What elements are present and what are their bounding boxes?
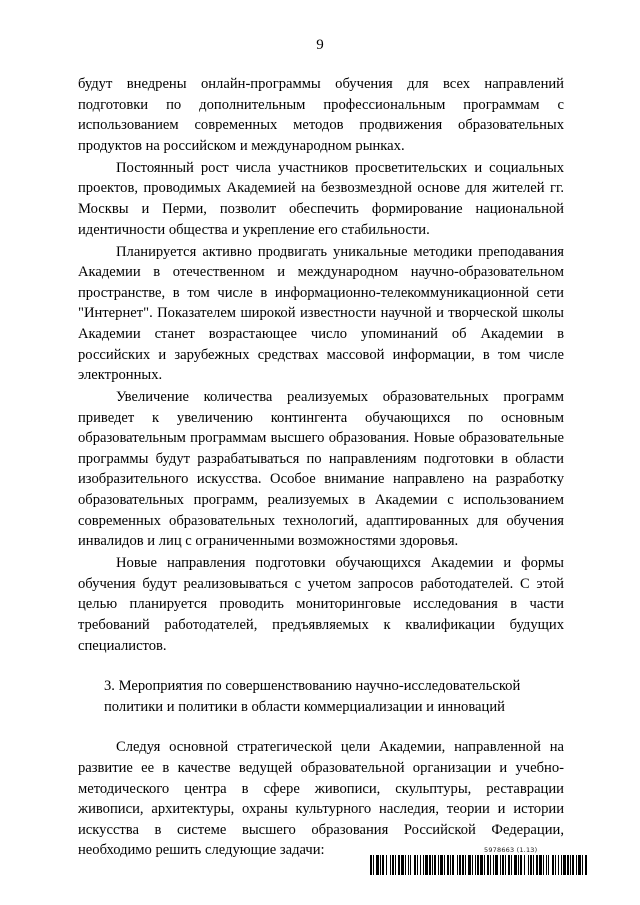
paragraph-2: Постоянный рост числа участников просветительских и социальных проектов, проводимых Академией на безвозмездной основе для жителей гг. Москвы и Перми, позволит обеспечить формирование национальной идентичности общества и укрепление его стабильности. — [78, 159, 564, 238]
barcode-image — [370, 855, 588, 875]
document-code: 5978663 (1.13) — [484, 846, 538, 854]
paragraph-4: Увеличение количества реализуемых образовательных программ приведет к увеличению контингента обучающихся по основным образовательным программам высшего образования. Новые образовательные программы будут разрабатываться по направлениям подготовки в области изобразительного искусства. Особое внимание направлено на разработку образовательных программ, реализуемых в Академии с использованием современных образовательных технологий, адаптированных для обучения инвалидов и лиц с ограниченными возможностями здоровья. — [78, 389, 564, 550]
document-body — [78, 74, 564, 862]
paragraph-3: Планируется активно продвигать уникальные методики преподавания Академии в отечественном и международном научно-образовательном пространстве, в том числе в информационно-телекоммуникационной сети "Интернет". Показателем широкой известности научной и творческой школы Академии станет возрастающее число упоминаний об Академии в российских и зарубежных средствах массовой информации, в том числе электронных. — [78, 243, 564, 384]
section-heading — [78, 676, 564, 717]
paragraph-1: будут внедрены онлайн-программы обучения для всех направлений подготовки по дополнительным профессиональным программам с использованием современных методов продвижения образовательных продуктов на российском и международном рынках. — [78, 76, 564, 154]
section-paragraph: Следуя основной стратегической цели Академии, направленной на развитие ее в качестве ведущей образовательной организации и учебно-методического центра в сфере живописи, скульптуры, реставрации живописи, архитектуры, охраны культурного наследия, теории и истории искусства в системе высшего образования Российской Федерации, необходимо решить следующие задачи: — [78, 739, 564, 859]
section-heading-line-1: 3. Мероприятия по совершенствованию научно-исследовательской — [104, 678, 521, 695]
paragraph-5: Новые направления подготовки обучающихся Академии и формы обучения будут реализовываться с учетом запросов работодателей. С этой целью планируется проводить мониторинговые исследования в части требований работодателей, предъявляемых к квалификации будущих специалистов. — [78, 555, 564, 654]
section-heading-line-2: политики и политики в области коммерциализации и инноваций — [104, 698, 505, 715]
page-number: 9 — [316, 37, 324, 53]
